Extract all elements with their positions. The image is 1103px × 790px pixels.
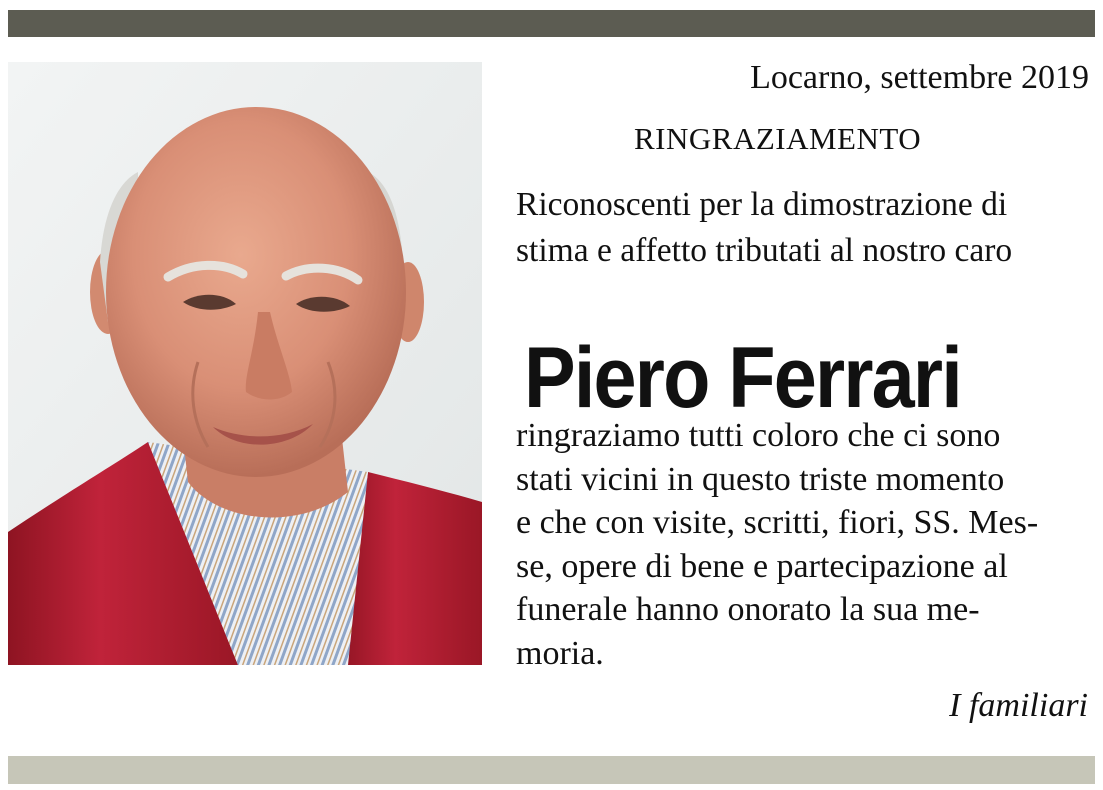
- body-line: funerale hanno onorato la sua me-: [516, 591, 980, 628]
- portrait-photo: [8, 62, 482, 665]
- body-line: moria.: [516, 634, 604, 672]
- body-line: se, opere di bene e partecipazione al: [516, 547, 1008, 585]
- intro-line: stima e affetto tributati al nostro caro: [516, 232, 1013, 269]
- intro-line: Riconoscenti per la dimostrazione di: [516, 186, 1008, 223]
- bottom-border-bar: [8, 756, 1095, 784]
- deceased-name: Piero Ferrari: [524, 330, 961, 426]
- top-border-bar: [8, 10, 1095, 37]
- body-line: e che con visite, scritti, fiori, SS. Mes-: [516, 504, 1039, 541]
- signature: I familiari: [949, 687, 1088, 724]
- body-line: stati vicini in questo triste momento: [516, 460, 1005, 498]
- place-date: Locarno, settembre 2019: [750, 59, 1089, 96]
- body-paragraph: [516, 414, 1038, 675]
- body-line: ringraziamo tutti coloro che ci sono: [516, 417, 1001, 454]
- portrait-illustration: [8, 62, 482, 665]
- intro-paragraph: [516, 182, 1012, 274]
- notice-heading: RINGRAZIAMENTO: [634, 121, 922, 156]
